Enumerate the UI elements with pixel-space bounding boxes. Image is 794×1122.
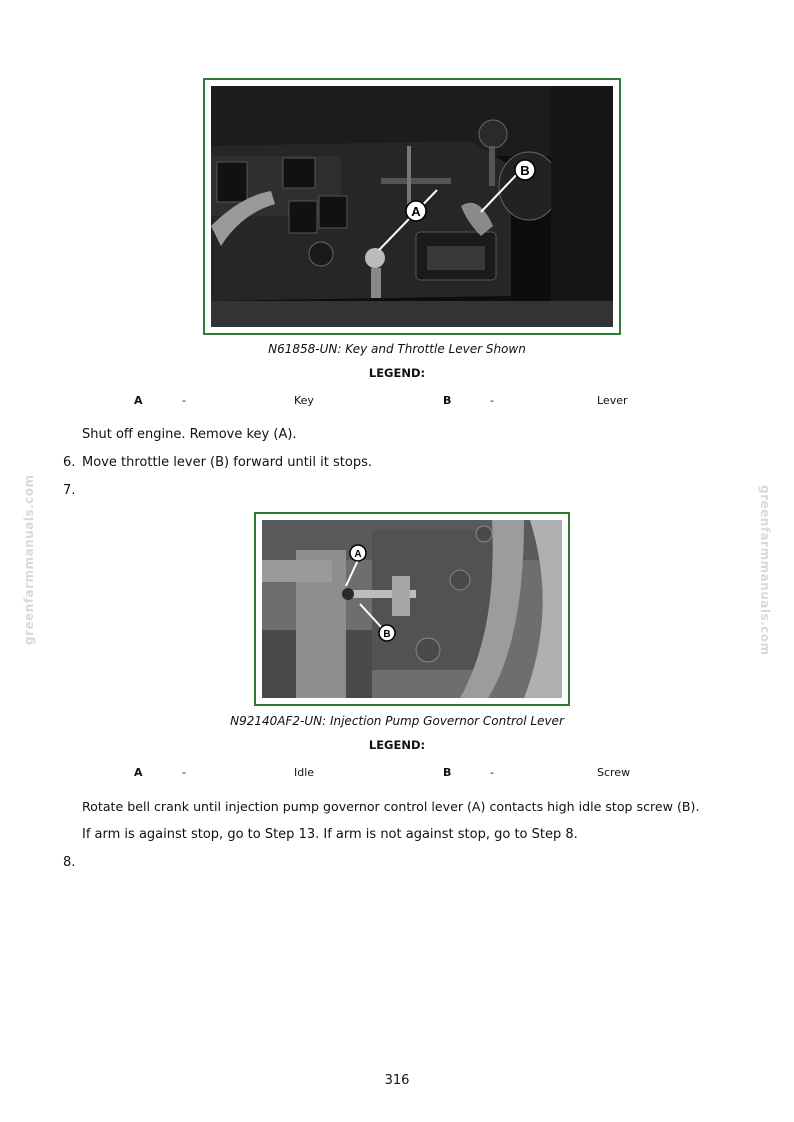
legend-label-lever: Lever: [597, 394, 628, 407]
step-8-number: 8.: [63, 855, 76, 870]
step-6-number: 6.: [63, 455, 76, 470]
callout-b: B: [383, 629, 391, 640]
legend-key-a: A: [134, 394, 143, 407]
legend-label-idle: Idle: [294, 766, 315, 779]
instruction-remove-key: Shut off engine. Remove key (A).: [82, 427, 297, 442]
governor-lever-photo: [262, 520, 562, 698]
legend-key-b: B: [443, 766, 452, 779]
instruction-rotate-bell-crank: Rotate bell crank until injection pump governor control lever (A) contacts high idle stop screw (B).: [82, 799, 700, 814]
figure2-legend-title: LEGEND:: [368, 738, 426, 752]
figure1-caption: N61858-UN: Key and Throttle Lever Shown: [268, 342, 526, 356]
callout-a: A: [354, 549, 362, 560]
legend-label-screw: Screw: [597, 766, 631, 779]
watermark-left: greenfarmmanuals.com: [22, 474, 36, 645]
key-throttle-photo: [211, 86, 613, 327]
figure-governor-lever-photo: [254, 512, 570, 706]
step-7-number: 7.: [63, 483, 76, 498]
instruction-check-arm: If arm is against stop, go to Step 13. If arm is not against stop, go to Step 8.: [82, 827, 578, 842]
figure2-legend-row: [0, 766, 794, 782]
watermark-right: greenfarmmanuals.com: [758, 485, 772, 656]
callout-a: A: [411, 204, 421, 219]
legend-dash: -: [490, 394, 494, 407]
page-number: 316: [384, 1073, 410, 1088]
callout-b: B: [520, 163, 530, 178]
legend-key-a: A: [134, 766, 143, 779]
legend-label-key: Key: [294, 394, 314, 407]
legend-dash: -: [182, 394, 186, 407]
legend-key-b: B: [443, 394, 452, 407]
legend-dash: -: [490, 766, 494, 779]
figure1-legend-title: LEGEND:: [368, 366, 426, 380]
legend-dash: -: [182, 766, 186, 779]
step-6-text: Move throttle lever (B) forward until it stops.: [82, 455, 372, 470]
figure-key-throttle-photo: [203, 78, 621, 335]
figure1-legend-row: [0, 394, 794, 410]
figure2-caption: N92140AF2-UN: Injection Pump Governor Control Lever: [230, 714, 564, 728]
